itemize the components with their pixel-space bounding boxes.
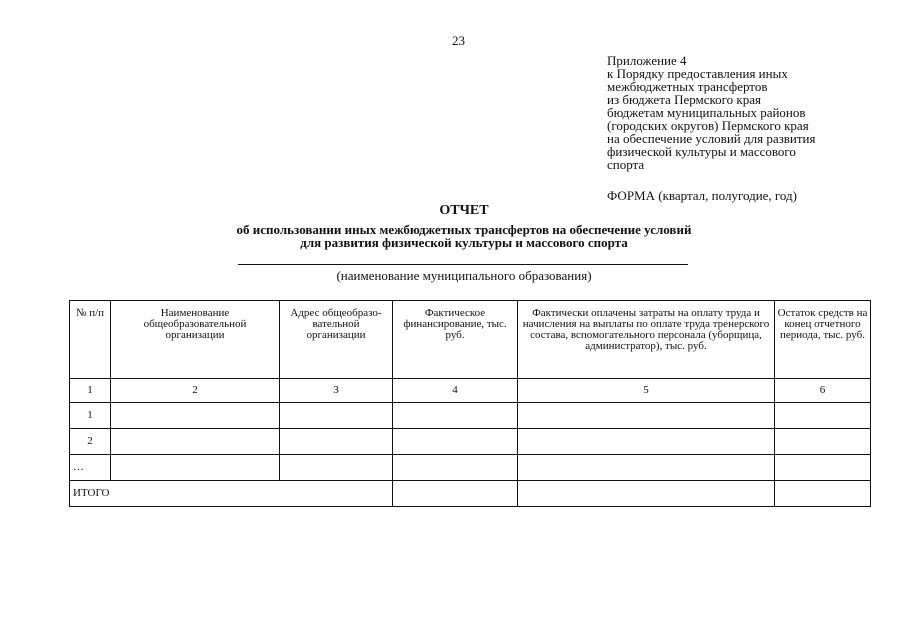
row-number: 1 (70, 403, 111, 429)
table-row (70, 403, 871, 429)
column-number: 4 (393, 379, 518, 403)
table-cell (393, 429, 518, 455)
municipality-name-line (238, 264, 688, 265)
table-cell (518, 481, 775, 507)
table-cell (393, 455, 518, 481)
column-number: 2 (111, 379, 280, 403)
row-ellipsis: … (70, 455, 111, 481)
table-cell (280, 403, 393, 429)
header-remaining-funds: Остаток средств на конец отчетного периода, тыс. руб. (775, 301, 871, 379)
table-cell (775, 403, 871, 429)
column-number: 6 (775, 379, 871, 403)
appendix-line: бюджетам муниципальных районов (607, 105, 806, 120)
total-row (70, 481, 871, 507)
appendix-line: спорта (607, 157, 645, 172)
header-paid-costs: Фактически оплачены затраты на оплату труда и начисления на выплаты по оплате труда тренерского состава, вспомогательного персонала (уборщица, администратор), тыс. руб. (518, 301, 775, 379)
column-number: 3 (280, 379, 393, 403)
document-title: ОТЧЕТ (439, 203, 489, 218)
appendix-line: к Порядку предоставления иных (607, 66, 788, 81)
appendix-line: из бюджета Пермского края (607, 92, 762, 107)
table-cell (518, 455, 775, 481)
document-subtitle (0, 223, 905, 249)
table-cell (775, 455, 871, 481)
table-cell (393, 403, 518, 429)
column-number: 1 (70, 379, 111, 403)
form-note: ФОРМА (квартал, полугодие, год) (607, 188, 797, 203)
table-row (70, 455, 871, 481)
page-number: 23 (452, 33, 465, 48)
table-row (70, 429, 871, 455)
table-cell (280, 429, 393, 455)
column-number: 5 (518, 379, 775, 403)
table-header-row (70, 301, 871, 379)
table-cell (111, 403, 280, 429)
municipality-caption: (наименование муниципального образования) (336, 268, 592, 283)
table-cell (280, 455, 393, 481)
appendix-line: (городских округов) Пермского края (607, 118, 809, 133)
table-cell (111, 455, 280, 481)
table-cell (775, 481, 871, 507)
table-cell (518, 403, 775, 429)
header-actual-funding: Фактическое финансирование, тыс. руб. (393, 301, 518, 379)
subtitle-line-1: об использовании иных межбюджетных трансфертов на обеспечение условий (236, 222, 692, 237)
total-label: ИТОГО (70, 481, 393, 507)
appendix-line: физической культуры и массового (607, 144, 796, 159)
table-cell (518, 429, 775, 455)
report-table (69, 300, 871, 507)
table-cell (393, 481, 518, 507)
row-number: 2 (70, 429, 111, 455)
appendix-line: межбюджетных трансфертов (607, 79, 768, 94)
appendix-line: на обеспечение условий для развития (607, 131, 816, 146)
header-number: № п/п (70, 301, 111, 379)
table-cell (775, 429, 871, 455)
appendix-block (607, 54, 897, 171)
subtitle-line-2: для развития физической культуры и массового спорта (300, 235, 628, 250)
column-number-row (70, 379, 871, 403)
header-organization-name: Наименование общеобразовательной организации (111, 301, 280, 379)
header-organization-address: Адрес общеобразо- вательной организации (280, 301, 393, 379)
table-cell (111, 429, 280, 455)
appendix-line: Приложение 4 (607, 53, 687, 68)
